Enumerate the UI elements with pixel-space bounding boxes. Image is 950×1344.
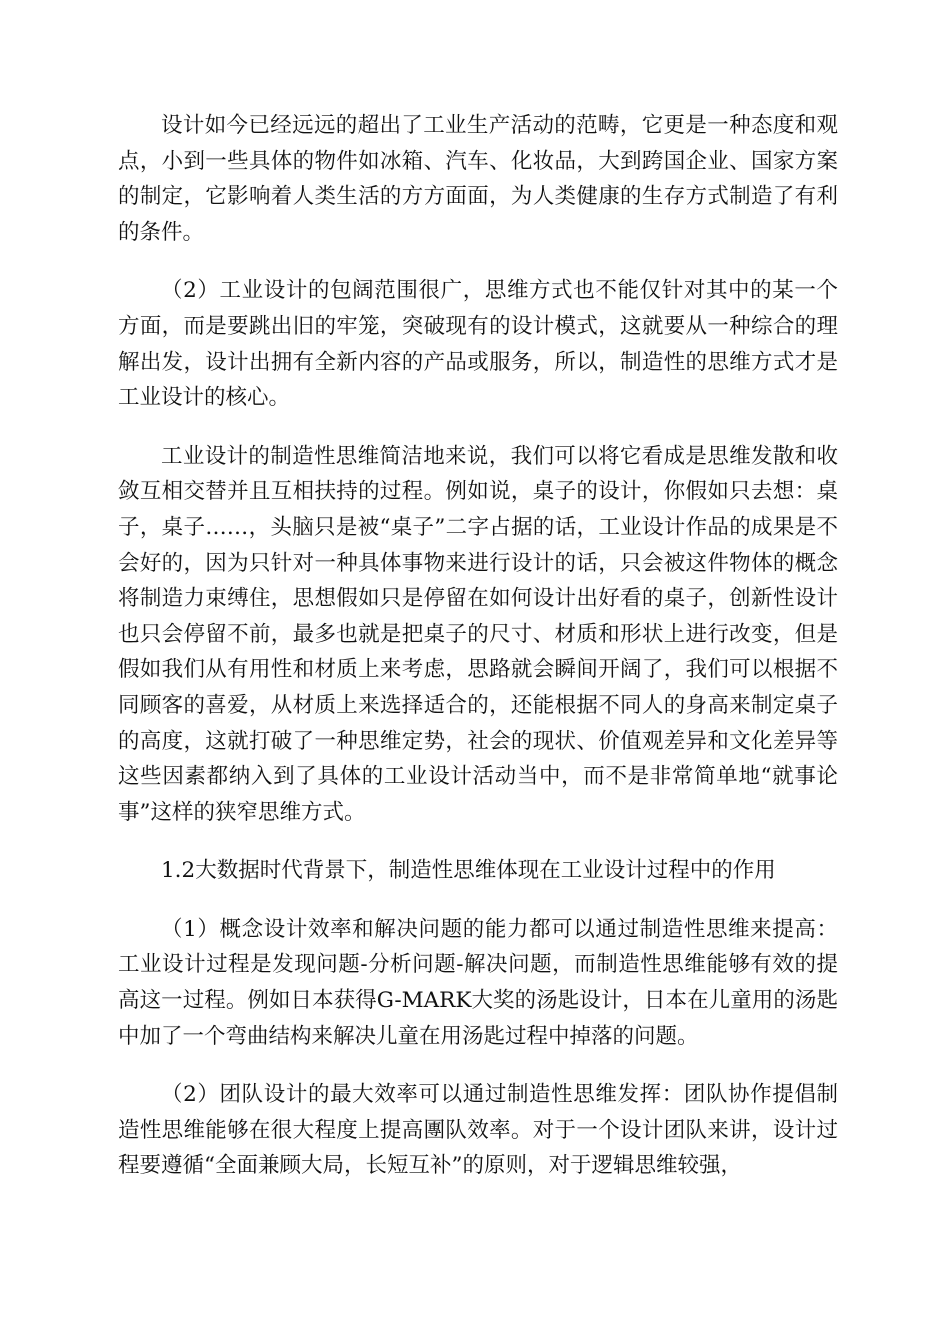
paragraph-point-2-core: （2）工业设计的包阔范围很广，思维方式也不能仅针对其中的某一个方面，而是要跳出旧的牢笼，突破现有的设计模式，这就要从一种综合的理解出发，设计出拥有全新内容的产品或服务，所以，制造性的思维方式才是工业设计的核心。 [118,278,838,411]
section-heading-1-2: 1.2大数据时代背景下，制造性思维体现在工业设计过程中的作用 [161,858,776,884]
paragraph-point-1-efficiency: （1）概念设计效率和解决问题的能力都可以通过制造性思维来提高：工业设计过程是发现问题-分析问题-解决问题，而制造性思维能够有效的提高这一过程。例如日本获得G-MARK大奖的汤匙设计，日本在儿童用的汤匙中加了一个弯曲结构来解决儿童在用汤匙过程中掉落的问题。 [118,916,838,1049]
paragraph-table-example: 工业设计的制造性思维简洁地来说，我们可以将它看成是思维发散和收敛互相交替并且互相扶持的过程。例如说，桌子的设计，你假如只去想：桌子，桌子……，头脑只是被“桌子”二字占据的话，工业设计作品的成果是不会好的，因为只针对一种具体事物来进行设计的话，只会被这件物体的概念将制造力束缚住，思想假如只是停留在如何设计出好看的桌子，创新性设计也只会停留不前，最多也就是把桌子的尺寸、材质和形状上进行改变，但是假如我们从有用性和材质上来考虑，思路就会瞬间开阔了，我们可以根据不同顾客的喜爱，从材质上来选择适合的，还能根据不同人的身高来制定桌子的高度，这就打破了一种思维定势，社会的现状、价值观差异和文化差异等这些因素都纳入到了具体的工业设计活动当中，而不是非常简单地“就事论事”这样的狭窄思维方式。 [118,443,838,825]
paragraph-design-scope: 设计如今已经远远的超出了工业生产活动的范畴，它更是一种态度和观点，小到一些具体的物件如冰箱、汽车、化妆品，大到跨国企业、国家方案的制定，它影响着人类生活的方方面面，为人类健康的生存方式制造了有利的条件。 [118,113,838,245]
body-text [118,108,838,1184]
paragraph-point-2-team: （2）团队设计的最大效率可以通过制造性思维发挥：团队协作提倡制造性思维能够在很大程度上提高團队效率。对于一个设计团队来讲，设计过程要遵循“全面兼顾大局，长短互补”的原则，对于逻辑思维较强， [118,1082,838,1179]
